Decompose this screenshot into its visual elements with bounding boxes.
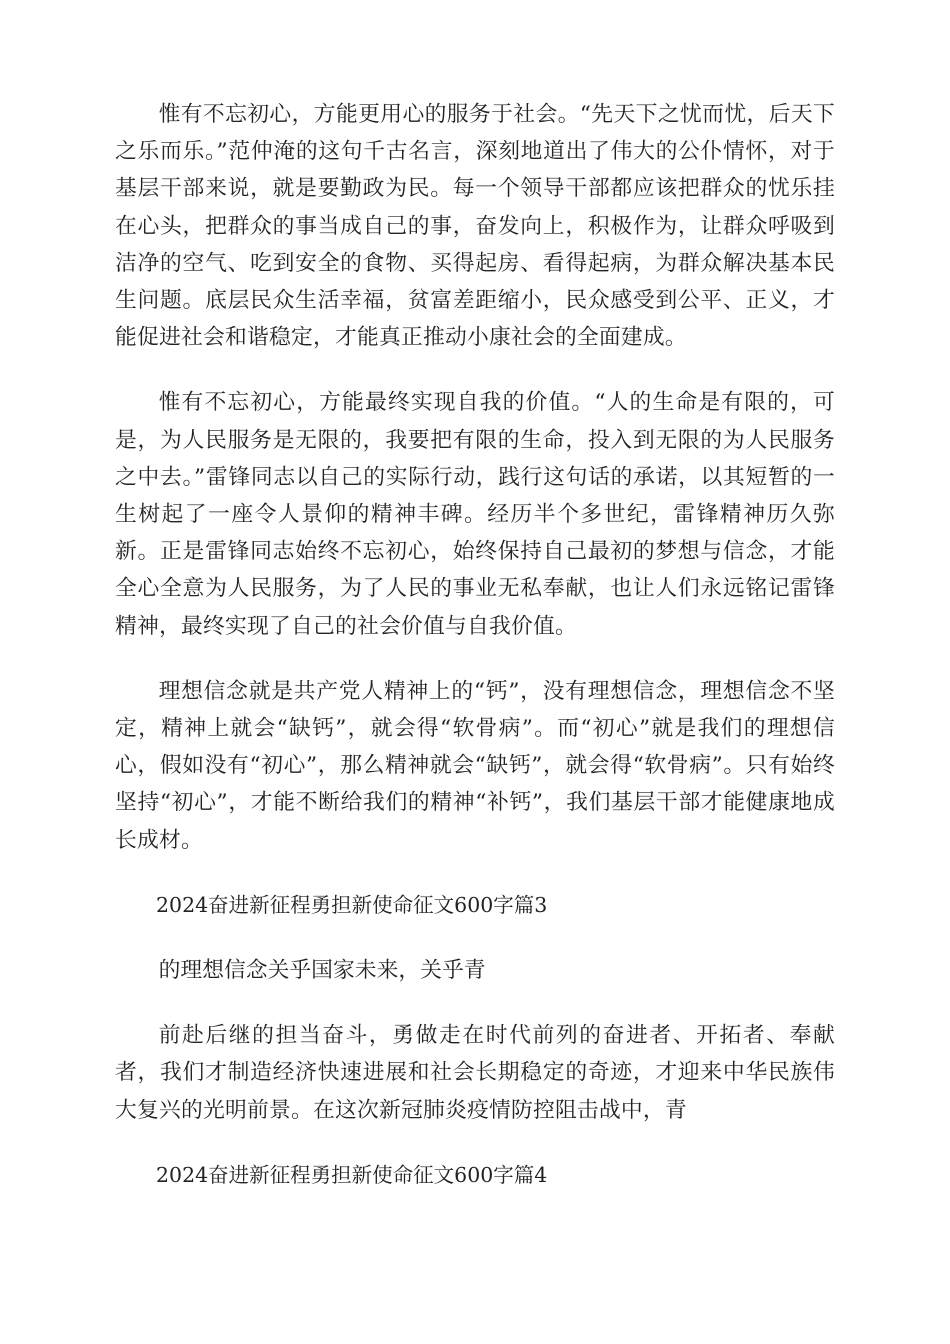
paragraph-ideals-calcium: 理想信念就是共产党人精神上的“钙”，没有理想信念，理想信念不坚定，精神上就会“缺钙”，就会得“软骨病”。而“初心”就是我们的理想信心，假如没有“初心”，那么精神就会“缺钙”，就会得“软骨病”。只有始终坚持“初心”，才能不断给我们的精神“补钙”，我们基层干部才能健康地成长成材。 <box>115 678 835 853</box>
document-page <box>115 96 835 1222</box>
paragraph-self-value: 惟有不忘初心，方能最终实现自我的价值。“人的生命是有限的，可是，为人民服务是无限的，我要把有限的生命，投入到无限的为人民服务之中去。”雷锋同志以自己的实际行动，践行这句话的承诺，以其短暂的一生树起了一座令人景仰的精神丰碑。经历半个多世纪，雷锋精神历久弥新。正是雷锋同志始终不忘初心，始终保持自己最初的梦想与信念，才能全心全意为人民服务，为了人民的事业无私奉献，也让人们永远铭记雷锋精神，最终实现了自己的社会价值与自我价值。 <box>115 390 835 639</box>
fragment-line: 的理想信念关乎国家未来，关乎青 <box>158 958 486 984</box>
paragraph-initial-heart-service: 惟有不忘初心，方能更用心的服务于社会。“先天下之忧而忧，后天下之乐而乐。”范仲淹的这句千古名言，深刻地道出了伟大的公仆情怀，对于基层干部来说，就是要勤政为民。每一个领导干部都应该把群众的忧乐挂在心头，把群众的事当成自己的事，奋发向上，积极作为，让群众呼吸到洁净的空气、吃到安全的食物、买得起房、看得起病，为群众解决基本民生问题。底层民众生活幸福，贫富差距缩小，民众感受到公平、正义，才能促进社会和谐稳定，才能真正推动小康社会的全面建成。 <box>115 102 835 351</box>
section-heading-3: 2024奋进新征程勇担新使命征文600字篇3 <box>156 892 548 917</box>
paragraph-youth-struggle: 前赴后继的担当奋斗，勇做走在时代前列的奋进者、开拓者、奉献者，我们才制造经济快速进展和社会长期稳定的奇迹，才迎来中华民族伟大复兴的光明前景。在这次新冠肺炎疫情防控阻击战中，青 <box>115 1023 835 1123</box>
section-heading-4: 2024奋进新征程勇担新使命征文600字篇4 <box>156 1162 548 1187</box>
